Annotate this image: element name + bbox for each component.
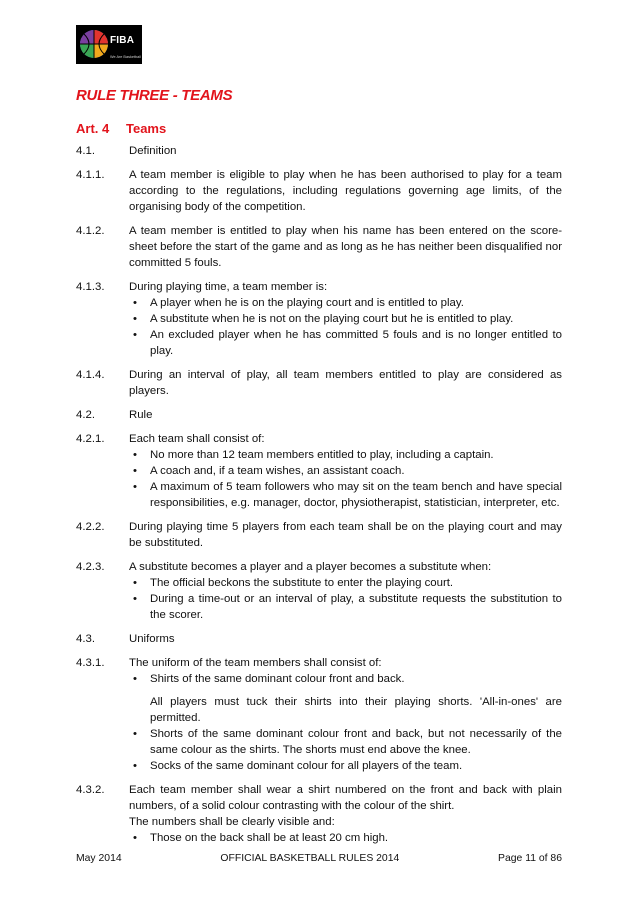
- list-item: • A player when he is on the playing court and is entitled to play.: [129, 295, 562, 311]
- section-heading-4-3: [76, 631, 562, 647]
- paragraph-4-2-2: [76, 519, 562, 551]
- paragraph-text: A substitute becomes a player and a player becomes a substitute when:: [129, 561, 492, 573]
- bullet-list: [129, 575, 562, 623]
- bullet-icon: •: [133, 465, 137, 477]
- fiba-logo: [76, 25, 142, 64]
- bullet-icon: •: [133, 673, 137, 685]
- bullet-list: [129, 726, 562, 774]
- paragraph-text: During playing time 5 players from each team shall be on the playing court and may be substituted.: [129, 521, 562, 549]
- list-item: • Those on the back shall be at least 20 cm high.: [129, 830, 562, 846]
- paragraph-number: 4.1.1.: [76, 169, 105, 181]
- paragraph-text: During playing time, a team member is:: [129, 281, 328, 293]
- footer-page-number: Page 11 of 86: [498, 853, 562, 864]
- list-item: • During a time-out or an interval of play, a substitute requests the substitution to the scorer.: [129, 591, 562, 623]
- paragraph-text: Each team member shall wear a shirt numbered on the front and back with plain numbers, of a solid colour contrasting with the colour of the shirt.: [129, 784, 562, 812]
- logo-brand: FIBA: [110, 35, 135, 46]
- logo-tagline: We Are Basketball: [110, 55, 141, 59]
- bullet-list: [129, 830, 562, 846]
- section-number: 4.1.: [76, 145, 95, 157]
- bullet-icon: •: [133, 832, 137, 844]
- rule-title: RULE THREE - TEAMS: [76, 87, 233, 104]
- footer-title: OFFICIAL BASKETBALL RULES 2014: [220, 853, 400, 864]
- note-text: All players must tuck their shirts into their playing shorts. 'All-in-ones' are permitted.: [150, 696, 562, 724]
- bullet-icon: •: [133, 577, 137, 589]
- list-item: • Shorts of the same dominant colour front and back, but not necessarily of the same colour as the shirts. The shorts must end above the knee.: [129, 726, 562, 758]
- list-item: • The official beckons the substitute to enter the playing court.: [129, 575, 562, 591]
- paragraph-4-1-3: [76, 279, 562, 359]
- bullet-icon: •: [133, 329, 137, 341]
- footer-date: May 2014: [76, 853, 122, 864]
- bullet-list: [129, 447, 562, 511]
- bullet-icon: •: [133, 297, 137, 309]
- section-title: Uniforms: [129, 633, 175, 645]
- bullet-icon: •: [133, 481, 137, 493]
- list-item: • An excluded player when he has committed 5 fouls and is no longer entitled to play.: [129, 327, 562, 359]
- paragraph-4-3-1: [76, 655, 562, 774]
- bullet-icon: •: [133, 593, 137, 605]
- section-number: 4.3.: [76, 633, 95, 645]
- page-footer: [76, 851, 562, 867]
- section-title: Definition: [129, 145, 177, 157]
- paragraph-number: 4.2.1.: [76, 433, 105, 445]
- paragraph-number: 4.1.2.: [76, 225, 105, 237]
- list-item: • Shirts of the same dominant colour front and back.: [129, 671, 562, 687]
- paragraph-text: The uniform of the team members shall consist of:: [129, 657, 382, 669]
- list-item: • A substitute when he is not on the playing court but he is entitled to play.: [129, 311, 562, 327]
- document-content: [76, 143, 562, 846]
- article-title: Teams: [126, 121, 167, 136]
- paragraph-number: 4.3.2.: [76, 784, 105, 796]
- paragraph-4-3-2: [76, 782, 562, 846]
- paragraph-text: A team member is eligible to play when he has been authorised to play for a team according to the regulations, including regulations governing age limits, of the organising body of the competition.: [129, 169, 562, 213]
- paragraph-text: During an interval of play, all team members entitled to play are considered as players.: [129, 369, 562, 397]
- basketball-globe-icon: [79, 29, 109, 59]
- paragraph-number: 4.2.3.: [76, 561, 105, 573]
- article-heading: [76, 121, 166, 137]
- bullet-icon: •: [133, 313, 137, 325]
- paragraph-4-1-2: [76, 223, 562, 271]
- paragraph-number: 4.3.1.: [76, 657, 105, 669]
- bullet-list: [129, 295, 562, 359]
- bullet-icon: •: [133, 449, 137, 461]
- paragraph-text-2: The numbers shall be clearly visible and:: [129, 816, 335, 828]
- section-heading-4-2: [76, 407, 562, 423]
- section-number: 4.2.: [76, 409, 95, 421]
- list-item: • No more than 12 team members entitled to play, including a captain.: [129, 447, 562, 463]
- paragraph-number: 4.1.3.: [76, 281, 105, 293]
- paragraph-text: Each team shall consist of:: [129, 433, 265, 445]
- section-heading-4-1: [76, 143, 562, 159]
- paragraph-text: A team member is entitled to play when his name has been entered on the score-sheet before the start of the game and as long as he has neither been disqualified nor committed 5 fouls.: [129, 225, 562, 269]
- list-item: • Socks of the same dominant colour for all players of the team.: [129, 758, 562, 774]
- paragraph-number: 4.1.4.: [76, 369, 105, 381]
- list-item: • A maximum of 5 team followers who may sit on the team bench and have special responsibilities, e.g. manager, doctor, physiotherapist, statistician, interpreter, etc.: [129, 479, 562, 511]
- list-item: • A coach and, if a team wishes, an assistant coach.: [129, 463, 562, 479]
- paragraph-4-1-1: [76, 167, 562, 215]
- bullet-icon: •: [133, 728, 137, 740]
- bullet-list: [129, 671, 562, 687]
- paragraph-number: 4.2.2.: [76, 521, 105, 533]
- paragraph-4-1-4: [76, 367, 562, 399]
- section-title: Rule: [129, 409, 153, 421]
- paragraph-4-2-3: [76, 559, 562, 623]
- article-number: Art. 4: [76, 121, 110, 136]
- bullet-icon: •: [133, 760, 137, 772]
- paragraph-4-2-1: [76, 431, 562, 511]
